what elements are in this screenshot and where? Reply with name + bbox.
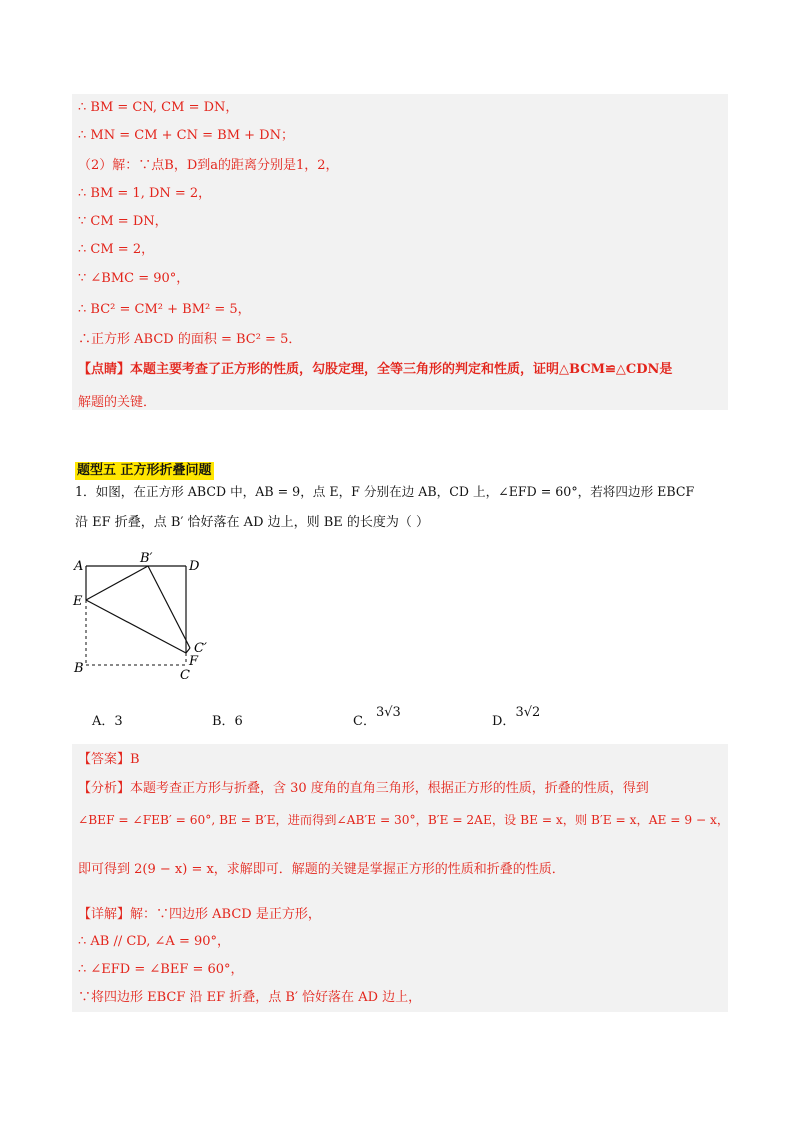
option-a[interactable]: A．3 [92, 714, 123, 729]
detail-line-1: 【详解】解：∵四边形 ABCD 是正方形， [78, 907, 321, 922]
solution-line-7: ∵ ∠BMC = 90°， [78, 271, 190, 286]
question-line-2: 沿 EF 折叠，点 B′ 恰好落在 AD 边上，则 BE 的长度为（ ） [75, 515, 430, 530]
label-e: E [73, 594, 83, 609]
comment-line-2: 解题的关键． [78, 395, 157, 410]
label-c: C [180, 668, 190, 683]
label-a: A [74, 559, 84, 574]
option-c[interactable] [353, 705, 401, 729]
analysis-line-3: 即可得到 2(9 − x) = x，求解即可．解题的关键是掌握正方形的性质和折叠的性质． [78, 862, 565, 877]
label-b: B [74, 661, 84, 676]
solution-line-8: ∴ BC² = CM² + BM² = 5， [78, 302, 251, 317]
solution-line-2: ∴ MN = CM + CN = BM + DN； [78, 128, 294, 143]
analysis-line-2: ∠BEF = ∠FEB′ = 60°, BE = B′E，进而得到∠AB′E = 30°，B′E = 2AE，设 BE = x，则 B′E = x，AE = 9 − x， [78, 813, 730, 827]
comment-line-1: 【点睛】本题主要考查了正方形的性质，勾股定理，全等三角形的判定和性质，证明△BCM≌△CDN是 [78, 362, 673, 377]
solution-line-4: ∴ BM = 1, DN = 2， [78, 186, 212, 201]
edge-f-cp [186, 648, 190, 653]
analysis-line-1: 【分析】本题考查正方形与折叠，含 30 度角的直角三角形，根据正方形的性质，折叠的性质，得到 [78, 781, 649, 796]
solution-line-9: ∴正方形 ABCD 的面积 = BC² = 5． [78, 332, 302, 347]
question-line-1: 1．如图，在正方形 ABCD 中，AB = 9，点 E，F 分别在边 AB，CD 上，∠EFD = 60°，若将四边形 EBCF [75, 484, 695, 499]
detail-line-3: ∴ ∠EFD = ∠BEF = 60°， [78, 962, 244, 977]
detail-line-4: ∵将四边形 EBCF 沿 EF 折叠，点 B′ 恰好落在 AD 边上， [78, 990, 422, 1005]
fold-line-ef [86, 600, 186, 653]
solution-line-6: ∴ CM = 2， [78, 242, 155, 257]
detail-line-2: ∴ AB // CD, ∠A = 90°， [78, 934, 231, 949]
solution-line-1: ∴ BM = CN, CM = DN， [78, 100, 239, 115]
solution-line-3: （2）解：∵点B，D到a的距离分别是1，2， [78, 158, 339, 173]
label-d: D [189, 559, 200, 574]
label-f: F [189, 654, 199, 669]
answer-line: 【答案】B [78, 752, 140, 767]
section-title: 题型五 正方形折叠问题 [77, 463, 212, 478]
option-d-value: 3√2 [515, 705, 541, 720]
option-c-value: 3√3 [375, 705, 401, 720]
label-c-prime: C′ [194, 641, 207, 656]
option-b[interactable]: B．6 [212, 714, 243, 729]
option-d[interactable] [492, 705, 541, 729]
edge-eb-prime [86, 566, 148, 600]
square-fold-figure [70, 548, 220, 688]
option-d-label: D． [492, 714, 516, 729]
label-b-prime: B′ [140, 551, 153, 566]
option-c-label: C． [353, 714, 376, 729]
solution-line-5: ∵ CM = DN， [78, 214, 168, 229]
